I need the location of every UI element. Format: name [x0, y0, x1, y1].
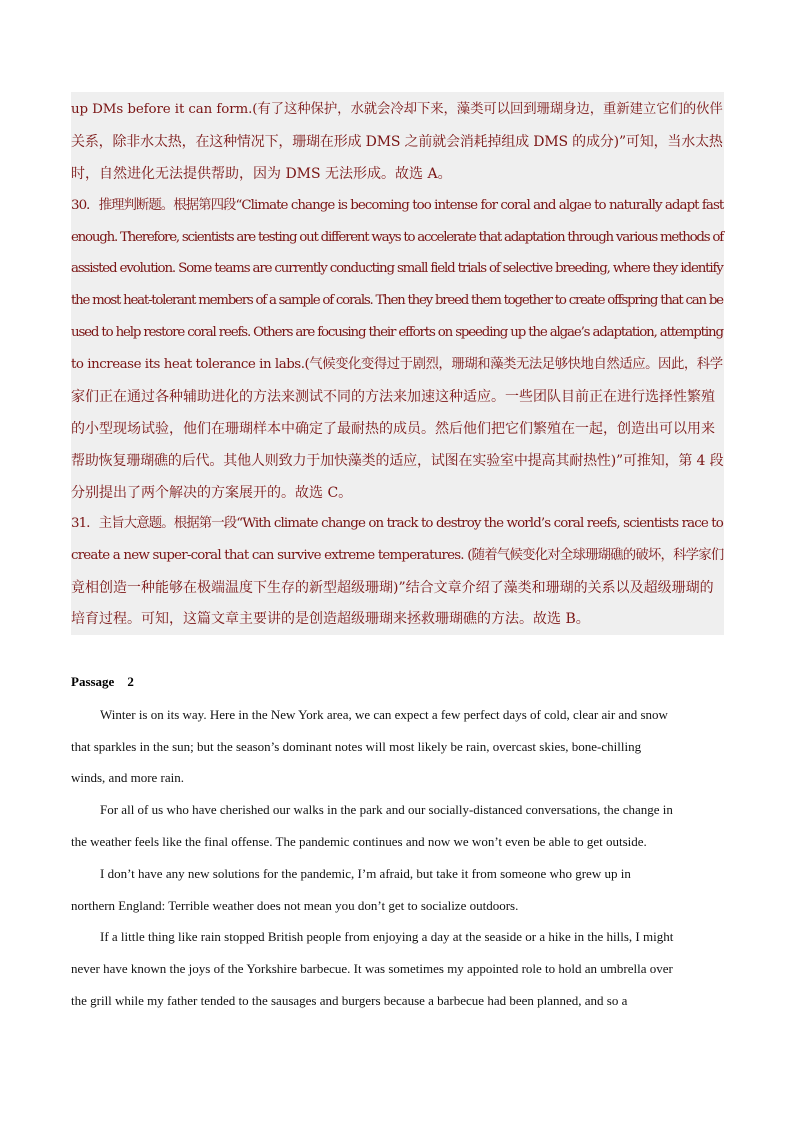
passage-line: Winter is on its way. Here in the New York area, we can expect a few perfect days of cold, clear air and snow: [100, 707, 668, 722]
passage-line: For all of us who have cherished our walks in the park and our socially-distanced conversations, the change in: [100, 802, 673, 817]
passage-heading: Passage 2: [71, 674, 134, 689]
answer-explanation-box: [71, 92, 724, 635]
explanation-line: 培育过程。可知，这篇文章主要讲的是创造超级珊瑚来拯救珊瑚礁的方法。故选 B。: [71, 611, 590, 627]
explanation-line: 时，自然进化无法提供帮助，因为 DMS 无法形成。故选 A。: [71, 166, 452, 182]
explanation-line: create a new super-coral that can survive extreme temperatures. (随着气候变化对全球珊瑚礁的破坏，科学家们: [71, 548, 724, 563]
explanation-line: 31．主旨大意题。根据第一段“With climate change on track to destroy the world’s coral reefs, scientists race to: [71, 516, 723, 531]
passage-line: If a little thing like rain stopped British people from enjoying a day at the seaside or a hike in the hills, I might: [100, 929, 674, 944]
explanation-line: enough. Therefore, scientists are testing out different ways to accelerate that adaptation through various methods of: [71, 230, 723, 245]
explanation-line: 竟相创造一种能够在极端温度下生存的新型超级珊瑚)”结合文章介绍了藻类和珊瑚的关系以及超级珊瑚的: [71, 580, 714, 596]
explanation-line: 30．推理判断题。根据第四段“Climate change is becoming too intense for coral and algae to naturally adapt fast: [71, 198, 724, 213]
passage-line: the weather feels like the final offense. The pandemic continues and now we won’t even be able to get outside.: [71, 834, 647, 849]
explanation-line: 家们正在通过各种辅助进化的方法来测试不同的方法来加速这种适应。一些团队目前正在进行选择性繁殖: [71, 389, 715, 405]
explanation-line: 的小型现场试验，他们在珊瑚样本中确定了最耐热的成员。然后他们把它们繁殖在一起，创造出可以用来: [71, 421, 715, 437]
explanation-line: to increase its heat tolerance in labs.(气候变化变得过于剧烈，珊瑚和藻类无法足够快地自然适应。因此，科学: [71, 357, 723, 372]
explanation-line: 分别提出了两个解决的方案展开的。故选 C。: [71, 485, 353, 501]
explanation-line: used to help restore coral reefs. Others are focusing their efforts on speeding up the algae’s adaptation, attempting: [71, 325, 723, 340]
passage-line: the grill while my father tended to the sausages and burgers because a barbecue had been planned, and so a: [71, 993, 628, 1008]
explanation-line: 关系，除非水太热，在这种情况下，珊瑚在形成 DMS 之前就会消耗掉组成 DMS 的成分)”可知，当水太热: [71, 134, 723, 150]
passage-line: I don’t have any new solutions for the pandemic, I’m afraid, but take it from someone who grew up in: [100, 866, 631, 881]
explanation-line: assisted evolution. Some teams are currently conducting small field trials of selective breeding, where they identify: [71, 261, 723, 276]
passage-line: northern England: Terrible weather does not mean you don’t get to socialize outdoors.: [71, 898, 519, 913]
explanation-line: the most heat-tolerant members of a sample of corals. Then they breed them together to create offspring that can be: [71, 293, 723, 308]
passage-line: that sparkles in the sun; but the season’s dominant notes will most likely be rain, overcast skies, bone-chilling: [71, 739, 642, 754]
explanation-line: 帮助恢复珊瑚礁的后代。其他人则致力于加快藻类的适应，试图在实验室中提高其耐热性)”可推知，第 4 段: [71, 453, 724, 469]
passage-line: winds, and more rain.: [71, 770, 185, 785]
explanation-line: up DMs before it can form.(有了这种保护，水就会冷却下来，藻类可以回到珊瑚身边，重新建立它们的伙伴: [71, 102, 723, 117]
passage-line: never have known the joys of the Yorkshire barbecue. It was sometimes my appointed role to hold an umbrella over: [71, 961, 673, 976]
